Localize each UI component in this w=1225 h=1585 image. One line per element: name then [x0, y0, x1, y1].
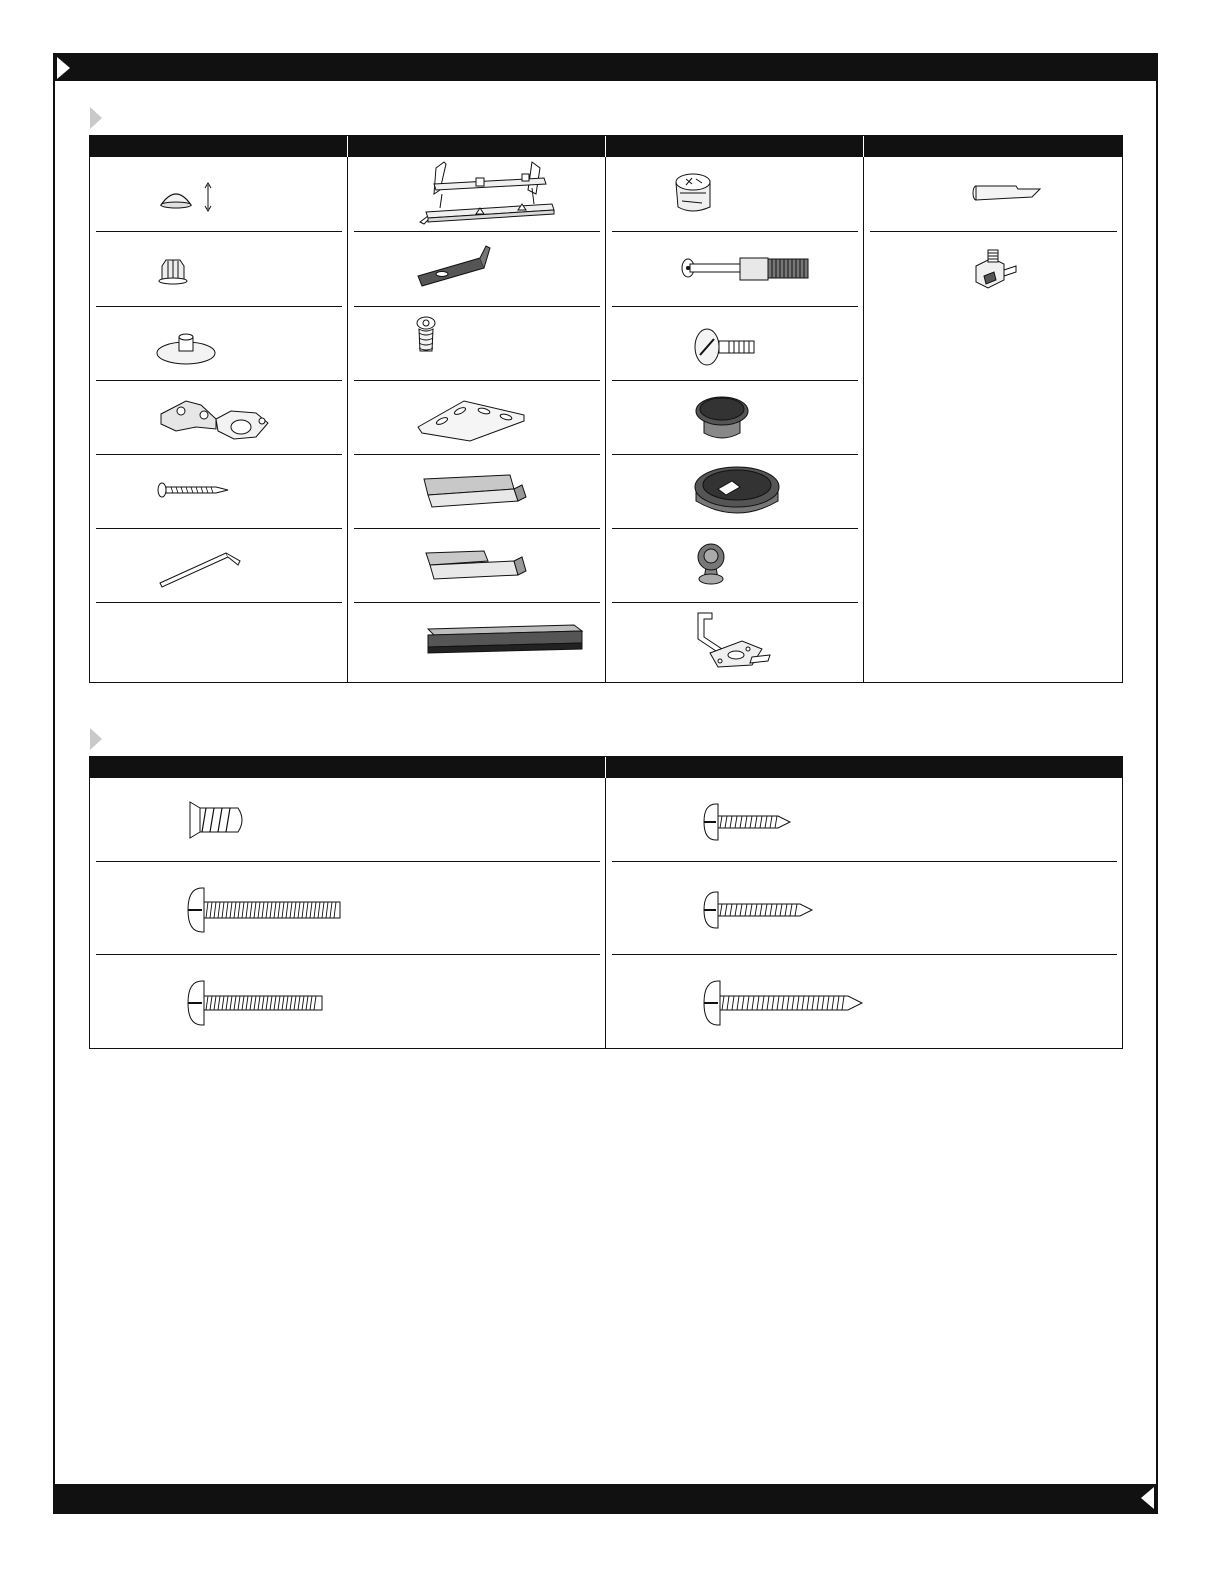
allen-wrench-icon	[156, 543, 246, 593]
screws-col-header	[90, 757, 606, 778]
part-cell-bumper	[96, 157, 342, 232]
latch-bracket-icon	[692, 609, 782, 679]
knob-icon	[692, 541, 742, 591]
pan-head-tapping-screw-medium-icon	[702, 888, 832, 933]
screw-cell-tapping-short	[612, 778, 1117, 862]
section-arrow-icon	[90, 107, 102, 129]
part-cell-shelf-pin	[870, 157, 1117, 232]
part-cell-channel-long	[354, 529, 600, 603]
pan-head-machine-screw-long-icon	[186, 884, 346, 934]
screw-cell-flat-head-short	[96, 778, 600, 862]
screws-column	[606, 778, 1122, 1048]
screw-cell-tapping-medium	[612, 862, 1117, 955]
part-cell-leveler	[96, 232, 342, 307]
hardware-table	[89, 135, 1123, 683]
grommet-small-icon	[692, 389, 762, 449]
part-cell-glide	[96, 307, 342, 381]
connector-block-icon	[970, 246, 1030, 296]
section-arrow-icon	[90, 728, 102, 750]
shoulder-screw-icon	[692, 325, 772, 370]
cam-lock-icon	[672, 167, 732, 222]
screws-col-header	[606, 757, 1122, 778]
part-cell-empty	[96, 603, 342, 683]
footer-arrow-icon	[1141, 1487, 1154, 1509]
leveler-icon	[156, 252, 196, 292]
part-cell-mending-plate	[354, 232, 600, 307]
hardware-col-header	[606, 136, 864, 157]
part-cell-grommet-large	[612, 455, 858, 529]
hardware-column	[864, 157, 1122, 682]
part-cell-corner-bracket	[354, 381, 600, 455]
insert-nut-icon	[414, 315, 454, 360]
part-cell-grommet-small	[612, 381, 858, 455]
part-cell-cam-lock	[612, 157, 858, 232]
screw-cell-tapping-long	[612, 955, 1117, 1049]
hardware-col-header	[348, 136, 606, 157]
part-cell-rail-strip	[354, 603, 600, 683]
part-cell-insert-nut	[354, 307, 600, 381]
channel-short-icon	[414, 471, 534, 516]
screw-cell-pan-head-long	[96, 862, 600, 955]
pin-nail-icon	[156, 480, 236, 500]
shelf-pin-icon	[970, 183, 1050, 207]
hinge-icon	[156, 389, 286, 449]
hardware-column	[606, 157, 864, 682]
hardware-col-header	[864, 136, 1122, 157]
hardware-column	[348, 157, 606, 682]
part-cell-shoulder-screw	[612, 307, 858, 381]
header-arrow-icon	[57, 57, 70, 79]
part-cell-latch-bracket	[612, 603, 858, 683]
part-cell-hinge	[96, 381, 342, 455]
corner-bracket-icon	[414, 397, 534, 447]
glide-icon	[156, 323, 226, 368]
bumper-icon	[156, 175, 226, 215]
part-cell-allen-wrench	[96, 529, 342, 603]
pan-head-tapping-screw-long-icon	[702, 977, 872, 1027]
rail-strip-icon	[414, 613, 594, 663]
part-cell-drawer-slides	[354, 157, 600, 232]
cam-bolt-icon	[680, 254, 820, 289]
drawer-slides-icon	[414, 160, 564, 230]
screws-column	[90, 778, 606, 1048]
part-cell-knob	[612, 529, 858, 603]
channel-long-icon	[414, 545, 534, 590]
part-cell-cam-bolt	[612, 232, 858, 307]
hardware-col-header	[90, 136, 348, 157]
screw-cell-pan-head-medium	[96, 955, 600, 1049]
part-cell-channel-short	[354, 455, 600, 529]
part-cell-connector-block	[870, 232, 1117, 307]
pan-head-machine-screw-medium-icon	[186, 977, 326, 1027]
pan-head-tapping-screw-short-icon	[702, 800, 812, 845]
part-cell-pin-nail	[96, 455, 342, 529]
header-bar	[55, 55, 1156, 81]
footer-bar	[55, 1484, 1156, 1512]
grommet-large-icon	[692, 461, 792, 526]
hardware-table-header	[90, 136, 1122, 157]
hardware-column	[90, 157, 348, 682]
mending-plate-icon	[414, 240, 504, 295]
screws-table-header	[90, 757, 1122, 778]
flat-head-screw-icon	[186, 798, 256, 843]
screws-table	[89, 756, 1123, 1049]
